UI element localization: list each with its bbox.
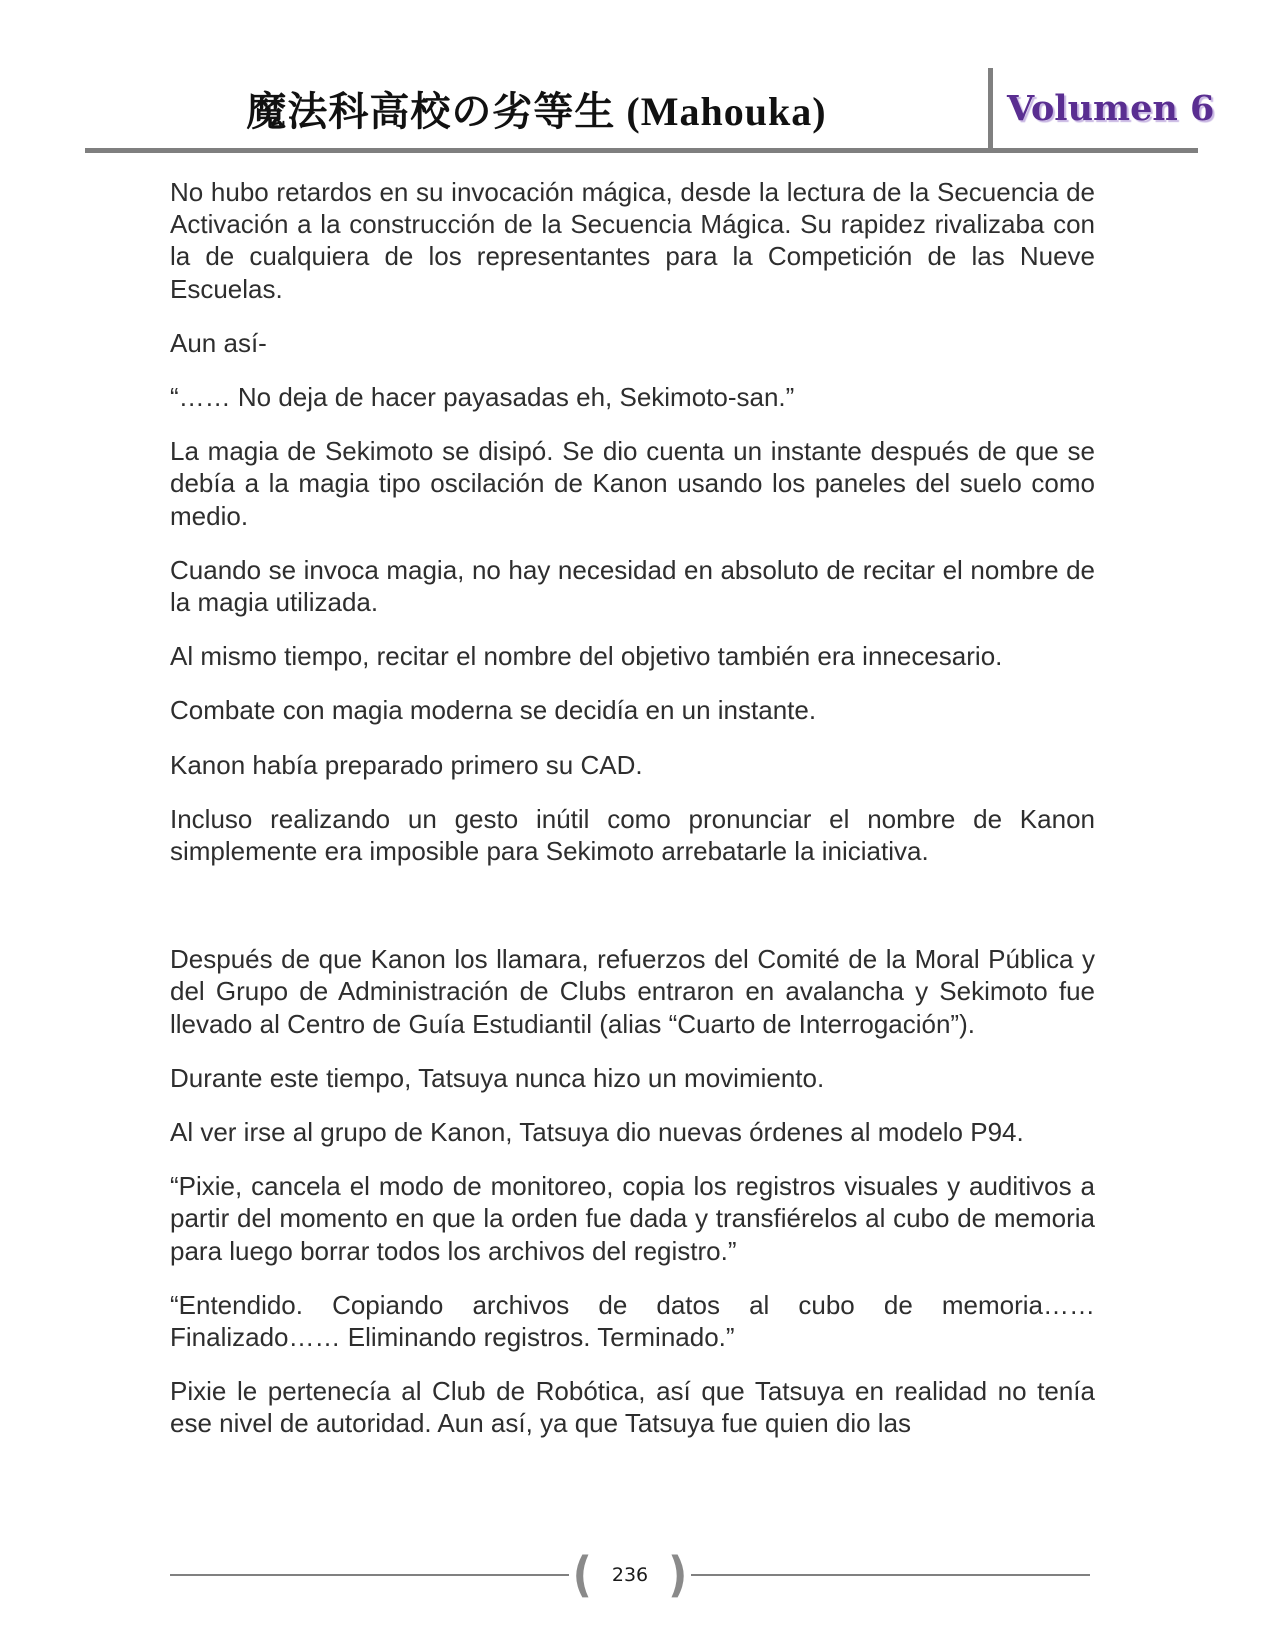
title-zone bbox=[85, 68, 988, 148]
paragraph: Incluso realizando un gesto inútil como pronunciar el nombre de Kanon simplemente era imposible para Sekimoto arrebatarle la iniciativa. bbox=[170, 803, 1095, 867]
footer-bracket-right-icon: ) bbox=[668, 1546, 688, 1603]
page-footer bbox=[170, 1546, 1090, 1603]
paragraph: Kanon había preparado primero su CAD. bbox=[170, 749, 643, 780]
paragraph: Durante este tiempo, Tatsuya nunca hizo un movimiento. bbox=[170, 1062, 825, 1093]
paragraph: Cuando se invoca magia, no hay necesidad en absoluto de recitar el nombre de la magia utilizada. bbox=[170, 554, 1095, 618]
paragraph: Después de que Kanon los llamara, refuerzos del Comité de la Moral Pública y del Grupo de Administración de Clubs entraron en avalancha y Sekimoto fue llevado al Centro de Guía Estudiantil (alias “Cuarto de Interrogación”). bbox=[170, 944, 1095, 1039]
volume-label: Volumen 6 bbox=[1007, 87, 1215, 129]
paragraph: “Entendido. Copiando archivos de datos al cubo de memoria…… Finalizado…… Eliminando registros. Terminado.” bbox=[170, 1289, 1095, 1353]
paragraph: Aun así- bbox=[170, 327, 267, 358]
paragraph: “…… No deja de hacer payasadas eh, Sekimoto-san.” bbox=[170, 382, 795, 413]
footer-line-right bbox=[691, 1574, 1090, 1576]
page-number: 236 bbox=[611, 1564, 649, 1586]
document-title: 魔法科高校の劣等生 (Mahouka) bbox=[246, 88, 827, 134]
volume-box bbox=[988, 68, 1215, 148]
paragraph: Pixie le pertenecía al Club de Robótica, así que Tatsuya en realidad no tenía ese nivel de autoridad. Aun así, ya que Tatsuya fue quien dio las bbox=[170, 1376, 1095, 1439]
paragraph: Al ver irse al grupo de Kanon, Tatsuya dio nuevas órdenes al modelo P94. bbox=[170, 1117, 1024, 1148]
paragraph: Al mismo tiempo, recitar el nombre del objetivo también era innecesario. bbox=[170, 641, 1003, 672]
footer-bracket-left-icon: ( bbox=[572, 1546, 592, 1603]
scene-break bbox=[170, 889, 1095, 921]
paragraph: No hubo retardos en su invocación mágica, desde la lectura de la Secuencia de Activación a la construcción de la Secuencia Mágica. Su rapidez rivalizaba con la de cualquiera de los representantes para la Competición de las Nueve Escuelas. bbox=[170, 177, 1095, 304]
paragraph: Combate con magia moderna se decidía en un instante. bbox=[170, 695, 817, 726]
header-rule bbox=[85, 148, 1198, 153]
page-body bbox=[170, 176, 1095, 1462]
paragraph: La magia de Sekimoto se disipó. Se dio cuenta un instante después de que se debía a la magia tipo oscilación de Kanon usando los paneles del suelo como medio. bbox=[170, 436, 1095, 531]
footer-line-left bbox=[170, 1574, 569, 1576]
paragraph: “Pixie, cancela el modo de monitoreo, copia los registros visuales y auditivos a partir del momento en que la orden fue dada y transfiérelos al cubo de memoria para luego borrar todos los archivos del registro.” bbox=[170, 1171, 1095, 1266]
page-header bbox=[85, 68, 1215, 153]
